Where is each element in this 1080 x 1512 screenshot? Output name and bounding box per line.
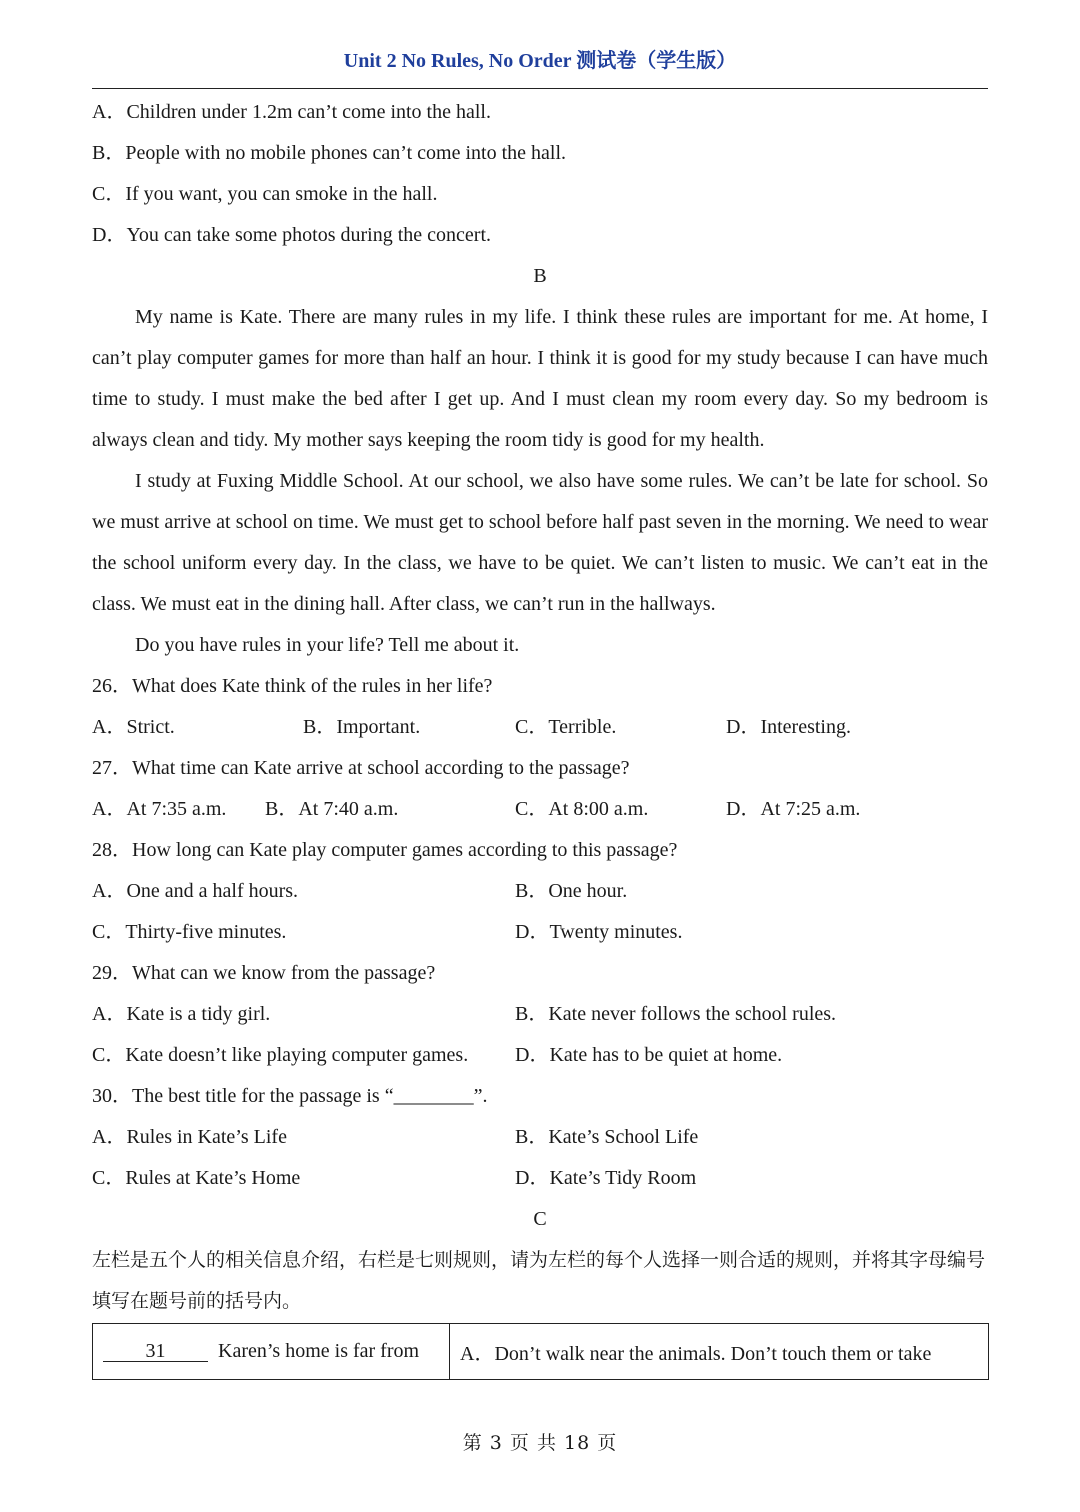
question-29-options-row2	[92, 1035, 992, 1076]
q28-option-d: D．Twenty minutes.	[515, 921, 683, 943]
q27-option-a: A．At 7:35 a.m.	[92, 798, 227, 820]
question-26-stem: 26．What does Kate think of the rules in her life?	[92, 675, 493, 697]
prev-option-b: B．People with no mobile phones can’t come into the hall.	[92, 142, 566, 164]
question-30-options-row2	[92, 1158, 992, 1199]
q27-option-b: B．At 7:40 a.m.	[265, 798, 399, 820]
q28-option-c: C．Thirty-five minutes.	[92, 921, 287, 943]
page-content	[92, 92, 992, 1322]
q26-option-b: B．Important.	[303, 716, 421, 738]
question-30-stem: 30．The best title for the passage is “________”.	[92, 1085, 488, 1107]
question-30-options-row1	[92, 1117, 992, 1158]
passage-paragraph-2: I study at Fuxing Middle School. At our school, we also have some rules. We can’t be late for school. So we must arrive at school on time. We must get to school before half past seven in the morning. We need to wear the school uniform every day. In the class, we have to be quiet. We can’t listen to music. We can’t eat in the class. We must eat in the dining hall. After class, we can’t run in the hallways.	[92, 470, 988, 615]
prev-option-c: C．If you want, you can smoke in the hall.	[92, 183, 438, 205]
header-divider	[92, 88, 988, 89]
q30-option-d: D．Kate’s Tidy Room	[515, 1167, 697, 1189]
question-26-options	[92, 707, 992, 748]
answer-blank-31[interactable]: 31	[103, 1341, 208, 1362]
matching-left-cell	[93, 1324, 450, 1380]
q30-option-b: B．Kate’s School Life	[515, 1126, 699, 1148]
question-29-options-row1	[92, 994, 992, 1035]
q27-option-d: D．At 7:25 a.m.	[726, 798, 861, 820]
matching-table	[92, 1323, 989, 1380]
question-27-stem: 27．What time can Kate arrive at school according to the passage?	[92, 757, 630, 779]
section-b-label: B	[533, 265, 547, 287]
q28-option-a: A．One and a half hours.	[92, 880, 299, 902]
passage-paragraph-3: Do you have rules in your life? Tell me about it.	[135, 634, 520, 656]
q29-option-c: C．Kate doesn’t like playing computer games.	[92, 1044, 469, 1066]
question-28-options-row1	[92, 871, 992, 912]
prev-option-d: D．You can take some photos during the concert.	[92, 224, 492, 246]
section-c-label: C	[533, 1208, 547, 1230]
q27-option-c: C．At 8:00 a.m.	[515, 798, 649, 820]
q29-option-a: A．Kate is a tidy girl.	[92, 1003, 271, 1025]
page-header-title: Unit 2 No Rules, No Order 测试卷（学生版）	[343, 50, 737, 72]
prev-option-a: A．Children under 1.2m can’t come into the hall.	[92, 101, 491, 123]
matching-right-cell: A．Don’t walk near the animals. Don’t touch them or take	[450, 1324, 989, 1380]
question-27-options	[92, 789, 992, 830]
matching-left-text: Karen’s home is far from	[218, 1340, 420, 1362]
q26-option-c: C．Terrible.	[515, 716, 617, 738]
q26-option-a: A．Strict.	[92, 716, 175, 738]
question-28-stem: 28．How long can Kate play computer games according to this passage?	[92, 839, 678, 861]
q26-option-d: D．Interesting.	[726, 716, 851, 738]
question-29-stem: 29．What can we know from the passage?	[92, 962, 436, 984]
q28-option-b: B．One hour.	[515, 880, 628, 902]
q29-option-b: B．Kate never follows the school rules.	[515, 1003, 837, 1025]
q30-option-c: C．Rules at Kate’s Home	[92, 1167, 301, 1189]
q29-option-d: D．Kate has to be quiet at home.	[515, 1044, 783, 1066]
section-c-instructions: 左栏是五个人的相关信息介绍，右栏是七则规则，请为左栏的每个人选择一则合适的规则，并将其字母编号填写在题号前的括号内。	[92, 1249, 986, 1312]
table-row	[93, 1324, 989, 1380]
passage-paragraph-1: My name is Kate. There are many rules in my life. I think these rules are important for me. At home, I can’t play computer games for more than half an hour. I think it is good for my study because I can have much time to study. I must make the bed after I get up. And I must clean my room every day. So my bedroom is always clean and tidy. My mother says keeping the room tidy is good for my health.	[92, 306, 988, 451]
q30-option-a: A．Rules in Kate’s Life	[92, 1126, 287, 1148]
page-number-footer: 第 3 页 共 18 页	[462, 1432, 618, 1454]
question-28-options-row2	[92, 912, 992, 953]
